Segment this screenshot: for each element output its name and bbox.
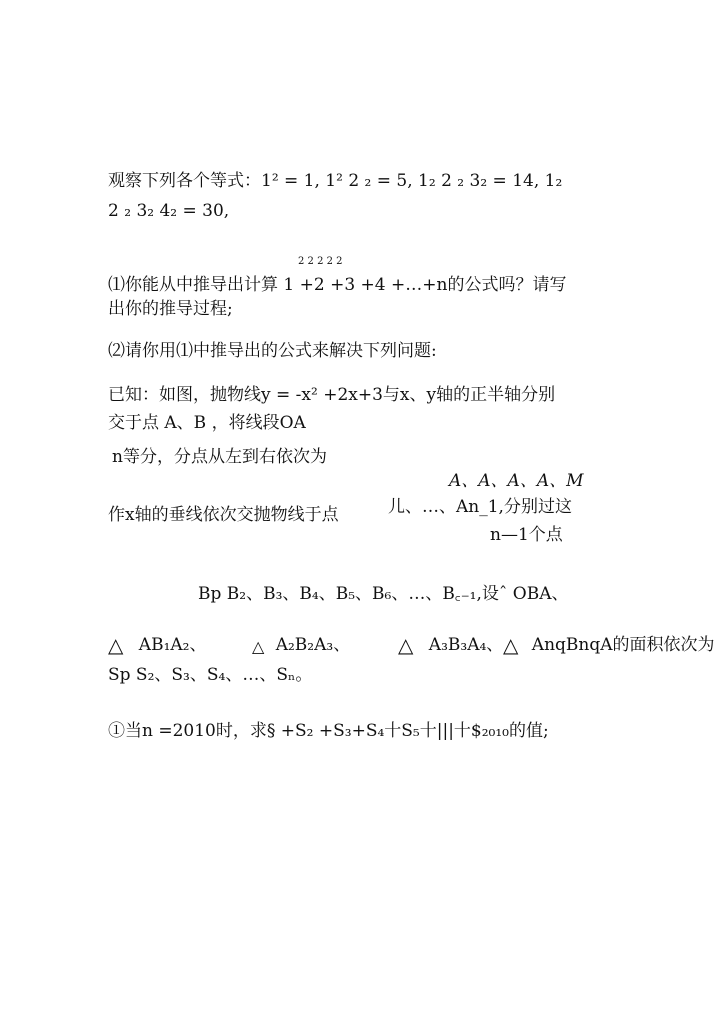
given-line-4a: 作x轴的垂线依次交抛物线于点 <box>108 505 339 525</box>
given-line-1: 已知：如图，抛物线y = -x² +2x+3与x、y轴的正半轴分别 <box>108 385 556 405</box>
given-line-2: 交于点 A、B ，将线段OA <box>108 413 306 433</box>
triangles-line <box>108 634 206 656</box>
triangle-label-1: AB₁A₂、 <box>138 635 207 655</box>
triangle-icon: △ <box>503 633 519 657</box>
triangle-icon: △ <box>398 633 414 657</box>
triangle-icon: △ <box>252 637 265 656</box>
given-line-3: n等分，分点从左到右依次为 <box>112 447 327 467</box>
given-line-5: n—1个点 <box>490 525 563 545</box>
areas-line: Sp S₂、S₃、S₄、…、Sₙ。 <box>108 665 313 685</box>
given-points: A、A、A、A、M <box>449 471 584 491</box>
sub-question-1: ①当n =2010时，求§ +S₂ +S₃+S₄十S₅十|||十$₂₀₁₀的值; <box>108 721 549 741</box>
triangles-line-2 <box>252 634 350 656</box>
question-1-line-2: 出你的推导过程; <box>108 299 233 319</box>
triangle-label-4: AnqBnqA的面积依次为 <box>531 635 715 655</box>
question-2: ⑵请你用⑴中推导出的公式来解决下列问题: <box>108 341 437 361</box>
triangle-icon: △ <box>108 633 124 657</box>
given-line-4b: 儿、…、An_1,分别过这 <box>388 497 572 517</box>
question-1-line-1: ⑴你能从中推导出计算 1 +2 +3 +4 +…+n的公式吗？请写 <box>108 275 567 295</box>
triangles-line-4 <box>503 634 715 656</box>
triangle-label-3: A₃B₃A₄、 <box>428 635 504 655</box>
b-points-line: Bp B₂、B₃、B₄、B₅、B₆、…、B꜀₋₁,设ˆ OBA、 <box>198 584 569 604</box>
triangle-label-2: A₂B₂A₃、 <box>275 635 351 655</box>
triangles-line-3 <box>398 634 503 656</box>
superscript-row: 2 2 2 2 2 <box>298 256 343 267</box>
equation-line-2: 2 ₂ 3₂ 4₂ = 30, <box>108 201 230 221</box>
equation-line-1: 观察下列各个等式：1² = 1, 1² 2 ₂ = 5, 1₂ 2 ₂ 3₂ = 14, 1₂ <box>108 171 563 191</box>
